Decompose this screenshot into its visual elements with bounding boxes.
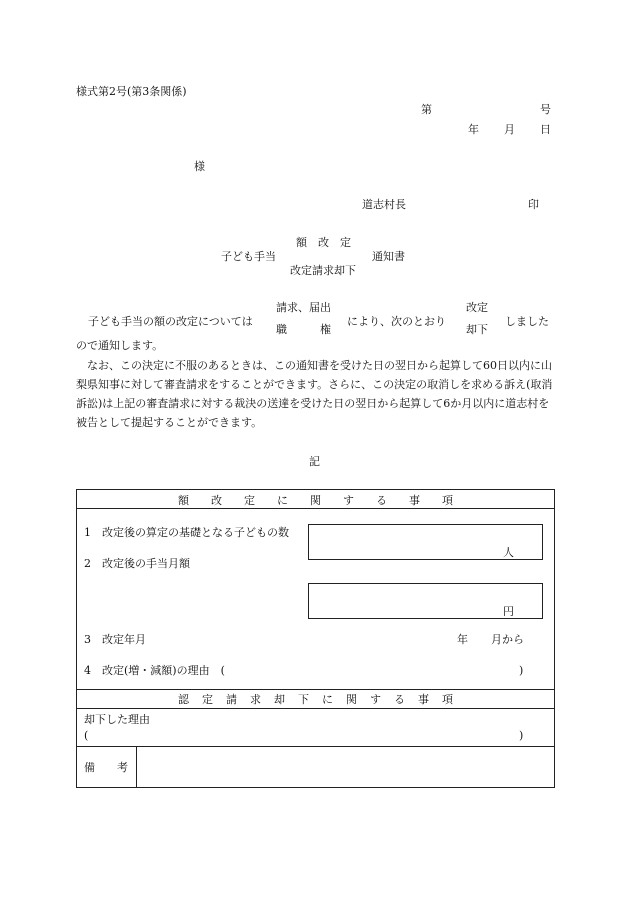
date-month: 月 [504, 123, 515, 136]
notice-paragraph: なお、この決定に不服のあるときは、この通知書を受けた日の翌日から起算して60日以内に山梨県知事に対して審査請求をすることができます。さらに、この決定の取消しを求める訴え(取消訴訟)は上記の審査請求に対する裁決の送達を受けた日の翌日から起算して6か月以内に道志村を被告として提起することができます。 [76, 359, 553, 429]
reject-close: ) [519, 729, 524, 742]
issuer-name: 道志村長 [362, 198, 406, 211]
section2-header: 認定請求却下に関する事項 [178, 693, 466, 706]
seal-mark: 印 [528, 198, 539, 211]
number-prefix: 第 [421, 103, 432, 116]
children-unit: 人 [503, 546, 514, 559]
remarks-field[interactable] [137, 747, 554, 787]
details-table [76, 489, 555, 788]
date-day: 日 [540, 123, 551, 136]
title-suffix: 通知書 [372, 250, 405, 263]
basis-top: 請求、届出 [276, 301, 331, 314]
divider [77, 508, 554, 509]
remarks-label: 備 考 [84, 761, 128, 774]
date-year: 年 [468, 123, 479, 136]
reject-label: 却下した理由 [84, 713, 150, 726]
title-option-top: 額 改 定 [296, 236, 351, 249]
item3-year: 年 [457, 633, 468, 646]
intro-lead: 子ども手当の額の改定については [88, 315, 253, 328]
addressee-suffix: 様 [194, 160, 205, 173]
ki-heading: 記 [309, 455, 320, 468]
children-count-field[interactable] [308, 524, 543, 560]
basis-bottom: 職 権 [276, 323, 331, 336]
item1-label: 1 改定後の算定の基礎となる子どもの数 [84, 526, 289, 539]
item3-label: 3 改定年月 [84, 633, 146, 646]
amount-unit: 円 [503, 605, 514, 618]
number-suffix: 号 [540, 103, 551, 116]
item4-close: ) [519, 664, 524, 677]
title-option-bottom: 改定請求却下 [290, 264, 356, 277]
monthly-amount-field[interactable] [308, 583, 543, 619]
item3-month: 月から [491, 633, 524, 646]
result-top: 改定 [466, 301, 488, 314]
divider [77, 689, 554, 690]
intro-tail: しました [505, 315, 549, 328]
intro-continuation: ので通知します。 [76, 339, 164, 352]
divider [77, 708, 554, 709]
item2-label: 2 改定後の手当月額 [84, 557, 190, 570]
section1-header: 額改定に関する事項 [178, 494, 475, 507]
item4-label: 4 改定(増・減額)の理由 ( [84, 664, 225, 677]
result-bottom: 却下 [466, 323, 488, 336]
reject-open: ( [84, 729, 89, 742]
form-id: 様式第2号(第3条関係) [76, 85, 187, 98]
title-prefix: 子ども手当 [221, 250, 276, 263]
intro-middle: により、次のとおり [347, 315, 446, 328]
